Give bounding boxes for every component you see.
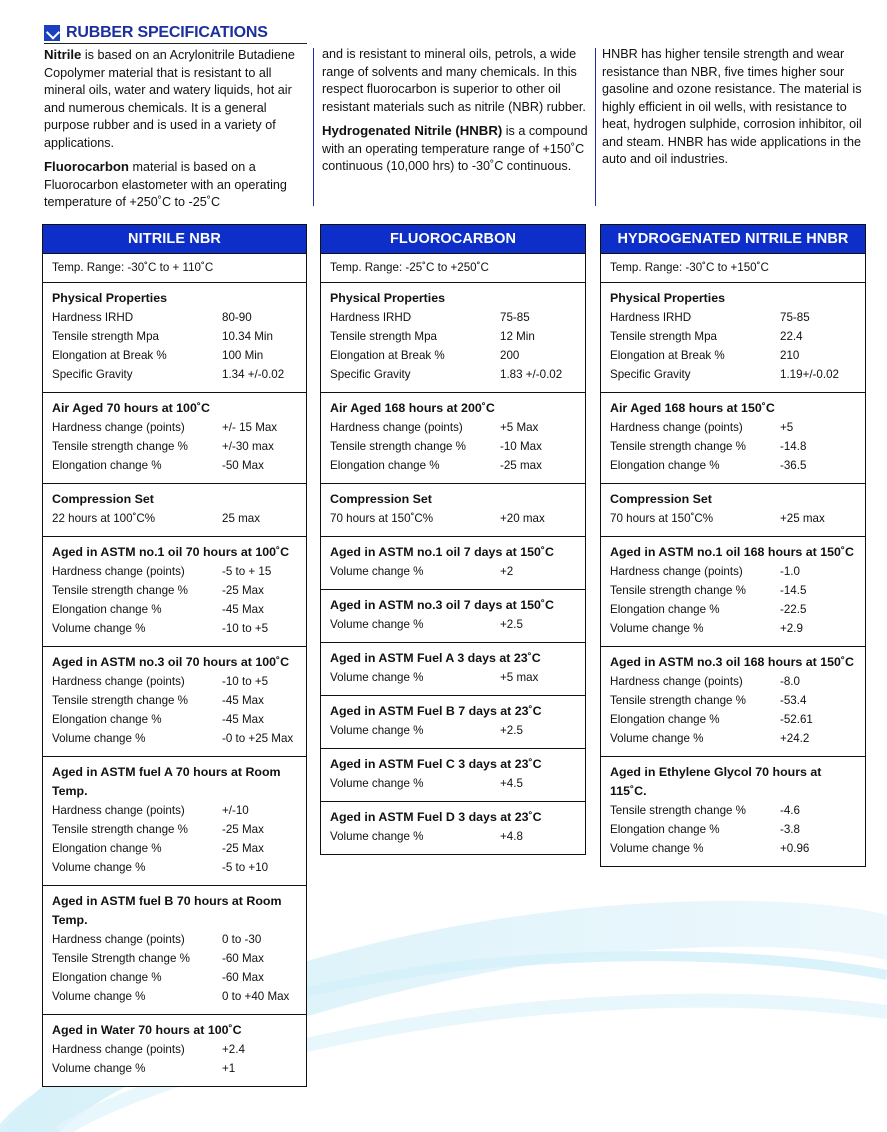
section-title: Aged in ASTM Fuel C 3 days at 23˚C bbox=[330, 757, 542, 771]
intro-column-3 bbox=[602, 46, 864, 175]
spec-row bbox=[330, 346, 576, 365]
spec-label: Hardness IRHD bbox=[610, 311, 692, 324]
intro-text: and is resistant to mineral oils, petrols, a wide range of solvents and many chemicals. In this respect fluorocarbon is superior to other oil resistant materials such as nitrile (NBR) rubber. bbox=[322, 47, 586, 114]
section-title: Aged in ASTM no.1 oil 7 days at 150˚C bbox=[330, 545, 554, 559]
spec-label: Hardness change (points) bbox=[52, 1043, 185, 1056]
spec-label: Tensile strength change % bbox=[610, 694, 746, 707]
spec-label: Volume change % bbox=[52, 1062, 146, 1075]
spec-row bbox=[610, 839, 856, 858]
spec-label: Volume change % bbox=[52, 861, 146, 874]
intro-term: Hydrogenated Nitrile (HNBR) bbox=[322, 123, 503, 138]
intro-text: is a compound with an operating temperature range of +150˚C continuous (10,000 hrs) to -30˚C continuous. bbox=[322, 124, 588, 173]
spec-value: +0.96 bbox=[780, 842, 810, 855]
spec-value: -50 Max bbox=[222, 459, 264, 472]
spec-label: 22 hours at 100˚C% bbox=[52, 512, 156, 525]
spec-value: +5 Max bbox=[500, 421, 539, 434]
spec-value: -25 Max bbox=[222, 823, 264, 836]
spec-value: -25 Max bbox=[222, 584, 264, 597]
section-title: Aged in ASTM fuel A 70 hours at Room Temp. bbox=[52, 765, 281, 798]
spec-value: -3.8 bbox=[780, 823, 800, 836]
spec-table-fluorocarbon bbox=[320, 224, 586, 855]
spec-value: +20 max bbox=[500, 512, 545, 525]
spec-label: Elongation change % bbox=[610, 603, 720, 616]
spec-row bbox=[610, 691, 856, 710]
spec-row bbox=[52, 691, 297, 710]
spec-value: -10 Max bbox=[500, 440, 542, 453]
spec-value: +5 max bbox=[500, 671, 539, 684]
intro-column-1 bbox=[44, 46, 306, 218]
spec-label: Tensile strength Mpa bbox=[610, 330, 717, 343]
spec-value: -53.4 bbox=[780, 694, 807, 707]
spec-label: Tensile Strength change % bbox=[52, 952, 190, 965]
spec-row bbox=[610, 820, 856, 839]
column-divider bbox=[595, 48, 596, 206]
spec-label: Hardness change (points) bbox=[52, 675, 185, 688]
spec-value: 22.4 bbox=[780, 330, 803, 343]
spec-label: Hardness change (points) bbox=[52, 933, 185, 946]
spec-value: 1.83 +/-0.02 bbox=[500, 368, 563, 381]
table-title: FLUOROCARBON bbox=[321, 225, 585, 254]
spec-label: Volume change % bbox=[330, 618, 424, 631]
spec-value: -52.61 bbox=[780, 713, 813, 726]
spec-value: +4.8 bbox=[500, 830, 523, 843]
spec-value: +25 max bbox=[780, 512, 825, 525]
spec-row bbox=[52, 1059, 297, 1078]
spec-section bbox=[321, 802, 585, 854]
spec-row bbox=[52, 839, 297, 858]
spec-label: Volume change % bbox=[330, 671, 424, 684]
intro-text: material is based on a Fluorocarbon elastometer with an operating temperature of +250˚C to -25˚C bbox=[44, 160, 287, 209]
table-title: HYDROGENATED NITRILE HNBR bbox=[601, 225, 865, 254]
spec-row bbox=[52, 365, 297, 384]
spec-value: 0 to -30 bbox=[222, 933, 262, 946]
spec-value: 12 Min bbox=[500, 330, 535, 343]
spec-row bbox=[52, 456, 297, 475]
spec-value: 75-85 bbox=[780, 311, 810, 324]
spec-section bbox=[601, 537, 865, 647]
spec-row bbox=[52, 308, 297, 327]
spec-row bbox=[52, 581, 297, 600]
column-divider bbox=[313, 48, 314, 206]
spec-label: Elongation at Break % bbox=[330, 349, 445, 362]
spec-row bbox=[610, 327, 856, 346]
section-title: Compression Set bbox=[52, 492, 154, 506]
spec-label: Specific Gravity bbox=[330, 368, 411, 381]
spec-row bbox=[610, 437, 856, 456]
section-title: Aged in ASTM Fuel D 3 days at 23˚C bbox=[330, 810, 542, 824]
spec-row bbox=[52, 820, 297, 839]
intro-paragraph bbox=[322, 46, 592, 116]
spec-row bbox=[330, 308, 576, 327]
spec-value: +2 bbox=[500, 565, 514, 578]
spec-label: Hardness change (points) bbox=[610, 675, 743, 688]
section-title: Aged in ASTM no.3 oil 168 hours at 150˚C bbox=[610, 655, 854, 669]
spec-value: +2.9 bbox=[780, 622, 803, 635]
spec-row bbox=[610, 308, 856, 327]
spec-label: Hardness change (points) bbox=[52, 421, 185, 434]
spec-section bbox=[601, 484, 865, 537]
spec-row bbox=[52, 987, 297, 1006]
spec-row bbox=[52, 600, 297, 619]
spec-section bbox=[43, 484, 306, 537]
spec-label: Tensile strength change % bbox=[52, 694, 188, 707]
spec-row bbox=[330, 668, 576, 687]
spec-row bbox=[52, 968, 297, 987]
spec-value: -36.5 bbox=[780, 459, 807, 472]
spec-label: Volume change % bbox=[52, 732, 146, 745]
spec-row bbox=[52, 949, 297, 968]
spec-label: Hardness change (points) bbox=[610, 565, 743, 578]
spec-value: 200 bbox=[500, 349, 520, 362]
spec-label: Elongation change % bbox=[52, 603, 162, 616]
spec-row bbox=[52, 346, 297, 365]
spec-value: -22.5 bbox=[780, 603, 807, 616]
section-title: Physical Properties bbox=[330, 291, 446, 305]
section-title: Aged in ASTM Fuel B 7 days at 23˚C bbox=[330, 704, 542, 718]
section-title: Aged in ASTM no.3 oil 70 hours at 100˚C bbox=[52, 655, 290, 669]
spec-section bbox=[601, 393, 865, 484]
spec-section bbox=[43, 647, 306, 757]
spec-label: Hardness change (points) bbox=[330, 421, 463, 434]
spec-section bbox=[43, 393, 306, 484]
spec-label: Volume change % bbox=[610, 732, 704, 745]
temp-range: Temp. Range: -30˚C to + 110˚C bbox=[43, 254, 306, 283]
spec-section bbox=[43, 757, 306, 886]
spec-row bbox=[330, 615, 576, 634]
section-title: Aged in ASTM no.3 oil 7 days at 150˚C bbox=[330, 598, 554, 612]
spec-row bbox=[330, 827, 576, 846]
spec-value: 25 max bbox=[222, 512, 261, 525]
spec-label: Tensile strength change % bbox=[610, 440, 746, 453]
spec-section bbox=[321, 696, 585, 749]
spec-row bbox=[330, 721, 576, 740]
intro-text: is based on an Acrylonitrile Butadiene Copolymer material that is resistant to all mineral oils, water and watery liquids, hot air and numerous chemicals. It is a general purpose rubber and is used in a variety of applications. bbox=[44, 48, 295, 150]
spec-row bbox=[52, 858, 297, 877]
spec-label: Volume change % bbox=[330, 830, 424, 843]
spec-label: Volume change % bbox=[52, 990, 146, 1003]
spec-label: Volume change % bbox=[330, 565, 424, 578]
spec-row bbox=[330, 509, 576, 528]
spec-section bbox=[321, 393, 585, 484]
section-title: Aged in Water 70 hours at 100˚C bbox=[52, 1023, 242, 1037]
spec-row bbox=[330, 418, 576, 437]
spec-value: -60 Max bbox=[222, 952, 264, 965]
brand-logo-icon bbox=[44, 25, 60, 41]
section-header bbox=[44, 24, 307, 44]
section-title: Air Aged 70 hours at 100˚C bbox=[52, 401, 210, 415]
spec-label: Hardness change (points) bbox=[52, 565, 185, 578]
spec-row bbox=[52, 930, 297, 949]
spec-row bbox=[52, 562, 297, 581]
spec-value: +1 bbox=[222, 1062, 236, 1075]
spec-value: 75-85 bbox=[500, 311, 530, 324]
spec-row bbox=[330, 365, 576, 384]
spec-value: -45 Max bbox=[222, 694, 264, 707]
spec-value: -45 Max bbox=[222, 713, 264, 726]
spec-section bbox=[601, 283, 865, 393]
section-title: Aged in ASTM fuel B 70 hours at Room Temp. bbox=[52, 894, 282, 927]
spec-value: -60 Max bbox=[222, 971, 264, 984]
spec-label: Elongation at Break % bbox=[52, 349, 167, 362]
spec-row bbox=[610, 619, 856, 638]
spec-value: -1.0 bbox=[780, 565, 800, 578]
spec-label: Tensile strength Mpa bbox=[330, 330, 437, 343]
spec-value: +/- 15 Max bbox=[222, 421, 278, 434]
spec-value: -25 max bbox=[500, 459, 542, 472]
section-title: Physical Properties bbox=[52, 291, 168, 305]
spec-value: +2.5 bbox=[500, 618, 523, 631]
spec-row bbox=[52, 418, 297, 437]
spec-value: +24.2 bbox=[780, 732, 810, 745]
spec-value: -14.5 bbox=[780, 584, 807, 597]
spec-label: Volume change % bbox=[52, 622, 146, 635]
spec-table-hnbr bbox=[600, 224, 866, 867]
spec-label: Tensile strength change % bbox=[52, 823, 188, 836]
spec-label: Elongation change % bbox=[52, 459, 162, 472]
spec-row bbox=[610, 509, 856, 528]
spec-label: Hardness IRHD bbox=[330, 311, 412, 324]
section-title: Aged in ASTM no.1 oil 168 hours at 150˚C bbox=[610, 545, 854, 559]
spec-value: -45 Max bbox=[222, 603, 264, 616]
spec-row bbox=[52, 437, 297, 456]
spec-row bbox=[330, 562, 576, 581]
spec-value: +/-30 max bbox=[222, 440, 274, 453]
spec-row bbox=[610, 672, 856, 691]
spec-row bbox=[610, 710, 856, 729]
section-title: Compression Set bbox=[610, 492, 712, 506]
spec-label: Volume change % bbox=[330, 777, 424, 790]
spec-section bbox=[43, 886, 306, 1015]
section-title: Physical Properties bbox=[610, 291, 726, 305]
spec-row bbox=[610, 562, 856, 581]
spec-section bbox=[321, 590, 585, 643]
spec-row bbox=[610, 600, 856, 619]
spec-row bbox=[610, 801, 856, 820]
spec-section bbox=[43, 283, 306, 393]
spec-row bbox=[330, 437, 576, 456]
spec-value: 80-90 bbox=[222, 311, 252, 324]
intro-paragraph bbox=[44, 46, 306, 152]
page-title: RUBBER SPECIFICATIONS bbox=[66, 24, 268, 41]
intro-term: Nitrile bbox=[44, 47, 82, 62]
spec-row bbox=[610, 581, 856, 600]
spec-label: Hardness IRHD bbox=[52, 311, 134, 324]
spec-label: Specific Gravity bbox=[52, 368, 133, 381]
spec-value: -8.0 bbox=[780, 675, 800, 688]
spec-label: Hardness change (points) bbox=[52, 804, 185, 817]
spec-label: Elongation change % bbox=[330, 459, 440, 472]
spec-row bbox=[52, 672, 297, 691]
spec-label: Volume change % bbox=[610, 842, 704, 855]
spec-value: -25 Max bbox=[222, 842, 264, 855]
spec-row bbox=[52, 1040, 297, 1059]
spec-section bbox=[601, 757, 865, 866]
spec-row bbox=[52, 619, 297, 638]
spec-label: Tensile strength change % bbox=[610, 804, 746, 817]
spec-value: 1.34 +/-0.02 bbox=[222, 368, 285, 381]
spec-row bbox=[52, 327, 297, 346]
spec-section bbox=[43, 537, 306, 647]
spec-section bbox=[321, 643, 585, 696]
spec-section bbox=[321, 749, 585, 802]
spec-section bbox=[43, 1015, 306, 1086]
section-title: Aged in ASTM Fuel A 3 days at 23˚C bbox=[330, 651, 541, 665]
spec-section bbox=[321, 484, 585, 537]
spec-label: Tensile strength change % bbox=[52, 584, 188, 597]
spec-row bbox=[610, 365, 856, 384]
spec-label: Elongation change % bbox=[52, 971, 162, 984]
spec-section bbox=[601, 647, 865, 757]
table-title: NITRILE NBR bbox=[43, 225, 306, 254]
spec-label: Elongation change % bbox=[610, 713, 720, 726]
intro-text: HNBR has higher tensile strength and wear resistance than NBR, five times higher sour gasoline and ozone resistance. The material is highly efficient in oil wells, with resistance to heat, hydrogen sulphide, corrosion inhibitor, oil and steam. HNBR has wide applications in the auto and oil industries. bbox=[602, 47, 862, 166]
intro-paragraph bbox=[44, 158, 306, 212]
spec-row bbox=[330, 774, 576, 793]
intro-paragraph bbox=[322, 122, 592, 176]
spec-label: Elongation change % bbox=[610, 823, 720, 836]
spec-label: Tensile strength change % bbox=[610, 584, 746, 597]
spec-label: Volume change % bbox=[610, 622, 704, 635]
section-title: Air Aged 168 hours at 150˚C bbox=[610, 401, 775, 415]
spec-row bbox=[52, 729, 297, 748]
spec-row bbox=[330, 327, 576, 346]
spec-label: Elongation at Break % bbox=[610, 349, 725, 362]
spec-label: Specific Gravity bbox=[610, 368, 691, 381]
spec-value: -14.8 bbox=[780, 440, 807, 453]
spec-label: 70 hours at 150˚C% bbox=[610, 512, 714, 525]
spec-value: -5 to + 15 bbox=[222, 565, 272, 578]
spec-row bbox=[610, 346, 856, 365]
spec-value: -0 to +25 Max bbox=[222, 732, 294, 745]
spec-label: Elongation change % bbox=[610, 459, 720, 472]
spec-row bbox=[610, 729, 856, 748]
spec-value: +/-10 bbox=[222, 804, 249, 817]
section-title: Compression Set bbox=[330, 492, 432, 506]
spec-table-nitrile bbox=[42, 224, 307, 1087]
spec-label: Tensile strength change % bbox=[52, 440, 188, 453]
spec-value: 1.19+/-0.02 bbox=[780, 368, 839, 381]
spec-label: 70 hours at 150˚C% bbox=[330, 512, 434, 525]
spec-row bbox=[52, 801, 297, 820]
spec-value: 210 bbox=[780, 349, 800, 362]
spec-value: 0 to +40 Max bbox=[222, 990, 290, 1003]
spec-row bbox=[52, 509, 297, 528]
spec-row bbox=[610, 418, 856, 437]
spec-label: Tensile strength Mpa bbox=[52, 330, 159, 343]
spec-value: -10 to +5 bbox=[222, 675, 269, 688]
spec-value: +2.4 bbox=[222, 1043, 245, 1056]
spec-label: Volume change % bbox=[330, 724, 424, 737]
spec-value: -5 to +10 bbox=[222, 861, 269, 874]
intro-term: Fluorocarbon bbox=[44, 159, 129, 174]
spec-value: -4.6 bbox=[780, 804, 800, 817]
spec-row bbox=[330, 456, 576, 475]
section-title: Air Aged 168 hours at 200˚C bbox=[330, 401, 495, 415]
spec-value: 10.34 Min bbox=[222, 330, 273, 343]
spec-label: Tensile strength change % bbox=[330, 440, 466, 453]
spec-row bbox=[52, 710, 297, 729]
temp-range: Temp. Range: -30˚C to +150˚C bbox=[601, 254, 865, 283]
spec-value: +2.5 bbox=[500, 724, 523, 737]
spec-value: -10 to +5 bbox=[222, 622, 269, 635]
spec-row bbox=[610, 456, 856, 475]
spec-label: Elongation change % bbox=[52, 842, 162, 855]
intro-column-2 bbox=[322, 46, 592, 182]
spec-value: 100 Min bbox=[222, 349, 264, 362]
spec-label: Hardness change (points) bbox=[610, 421, 743, 434]
spec-section bbox=[321, 283, 585, 393]
spec-section bbox=[321, 537, 585, 590]
spec-value: +5 bbox=[780, 421, 794, 434]
intro-paragraph bbox=[602, 46, 864, 169]
section-title: Aged in Ethylene Glycol 70 hours at 115˚C. bbox=[610, 765, 822, 798]
temp-range: Temp. Range: -25˚C to +250˚C bbox=[321, 254, 585, 283]
spec-value: +4.5 bbox=[500, 777, 523, 790]
section-title: Aged in ASTM no.1 oil 70 hours at 100˚C bbox=[52, 545, 290, 559]
spec-label: Elongation change % bbox=[52, 713, 162, 726]
